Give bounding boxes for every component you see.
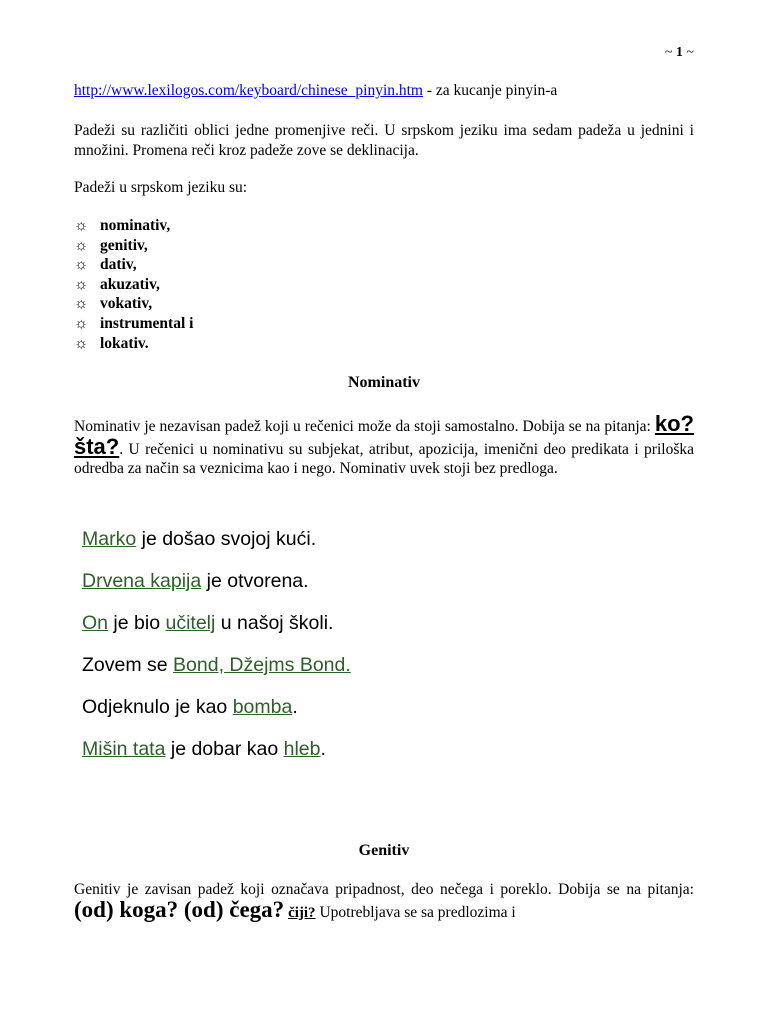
- sun-icon: ☼: [74, 275, 89, 293]
- sun-icon: ☼: [74, 334, 89, 352]
- sun-icon: ☼: [74, 295, 89, 313]
- nominativ-paragraph: [74, 411, 694, 479]
- sentence-text: Odjeknulo je kao: [82, 696, 233, 718]
- example-sentence: [82, 570, 309, 593]
- page-number-value: 1: [675, 45, 683, 60]
- highlighted-word: Bond, Džejms Bond.: [173, 654, 351, 676]
- sentence-text: Zovem se: [82, 654, 174, 676]
- case-name: dativ,: [100, 256, 137, 274]
- genitiv-heading: Genitiv: [358, 842, 410, 859]
- list-item: [74, 216, 193, 236]
- list-item: [74, 236, 193, 256]
- sentence-text: je otvorena.: [201, 570, 309, 592]
- case-name: genitiv,: [100, 236, 148, 254]
- list-item: [74, 255, 193, 275]
- nominativ-question: ko? šta?: [74, 411, 694, 459]
- list-item: [74, 334, 193, 354]
- list-item: [74, 314, 193, 334]
- nominativ-heading: Nominativ: [348, 374, 420, 391]
- case-name: instrumental i: [100, 314, 194, 332]
- highlighted-word: Marko: [82, 528, 137, 550]
- intro-paragraph: Padeži su različiti oblici jedne promenjive reči. U srpskom jeziku ima sedam padeža u jednini i množini. Promena reči kroz padeže zove se deklinacija.: [74, 122, 694, 159]
- sun-icon: ☼: [74, 217, 89, 234]
- sentence-text: .: [320, 738, 326, 760]
- pinyin-link[interactable]: http://www.lexilogos.com/keyboard/chinese_pinyin.htm: [74, 82, 423, 99]
- highlighted-word: Drvena kapija: [82, 570, 202, 592]
- sun-icon: ☼: [74, 314, 89, 332]
- case-name: akuzativ,: [100, 275, 160, 293]
- case-name: vokativ,: [100, 295, 153, 313]
- link-suffix: - za kucanje pinyin-a: [423, 82, 558, 99]
- sentence-text: je dobar kao: [165, 738, 284, 760]
- genitiv-question: (od) koga? (od) čega?: [74, 896, 285, 922]
- example-sentence: [82, 654, 351, 677]
- case-name: lokativ.: [100, 334, 149, 352]
- sentence-text: .: [292, 696, 298, 718]
- sun-icon: ☼: [74, 256, 89, 274]
- genitiv-text-before: Genitiv je zavisan padež koji označava pripadnost, deo nečega i poreklo. Dobija se na pitanja:: [74, 881, 694, 898]
- nominativ-text-before: Nominativ je nezavisan padež koji u rečenici može da stoji samostalno. Dobija se na pitanja:: [74, 418, 655, 435]
- ciji-question: čiji?: [288, 904, 316, 921]
- genitiv-text-after: Upotrebljava se sa predlozima i: [315, 903, 516, 921]
- sentence-text: je došao svojoj kući.: [136, 528, 317, 550]
- highlighted-word: bomba: [232, 696, 293, 718]
- sentence-text: u našoj školi.: [215, 612, 334, 634]
- example-sentence: [82, 528, 316, 551]
- nominativ-text-after: . U rečenici u nominativu su subjekat, atribut, apozicija, imenični deo predikata i priloška odredba za način sa veznicima kao i nego. Nominativ uvek stoji bez predloga.: [74, 440, 694, 477]
- highlighted-word: Mišin tata: [82, 738, 166, 760]
- cases-list: [74, 216, 193, 353]
- list-item: [74, 275, 193, 295]
- highlighted-word: učitelj: [165, 612, 216, 634]
- example-sentence: [82, 738, 326, 761]
- list-item: [74, 294, 193, 314]
- link-line: [74, 81, 694, 101]
- example-sentence: [82, 612, 333, 635]
- page-number: ~ 1 ~: [664, 45, 694, 60]
- example-sentence: [82, 696, 298, 719]
- genitiv-paragraph: [74, 880, 694, 923]
- case-name: nominativ,: [100, 217, 171, 234]
- cases-intro: Padeži u srpskom jeziku su:: [74, 179, 248, 196]
- highlighted-word: hleb: [283, 738, 321, 760]
- sentence-text: je bio: [108, 612, 166, 634]
- sun-icon: ☼: [74, 236, 89, 254]
- highlighted-word: On: [82, 612, 109, 634]
